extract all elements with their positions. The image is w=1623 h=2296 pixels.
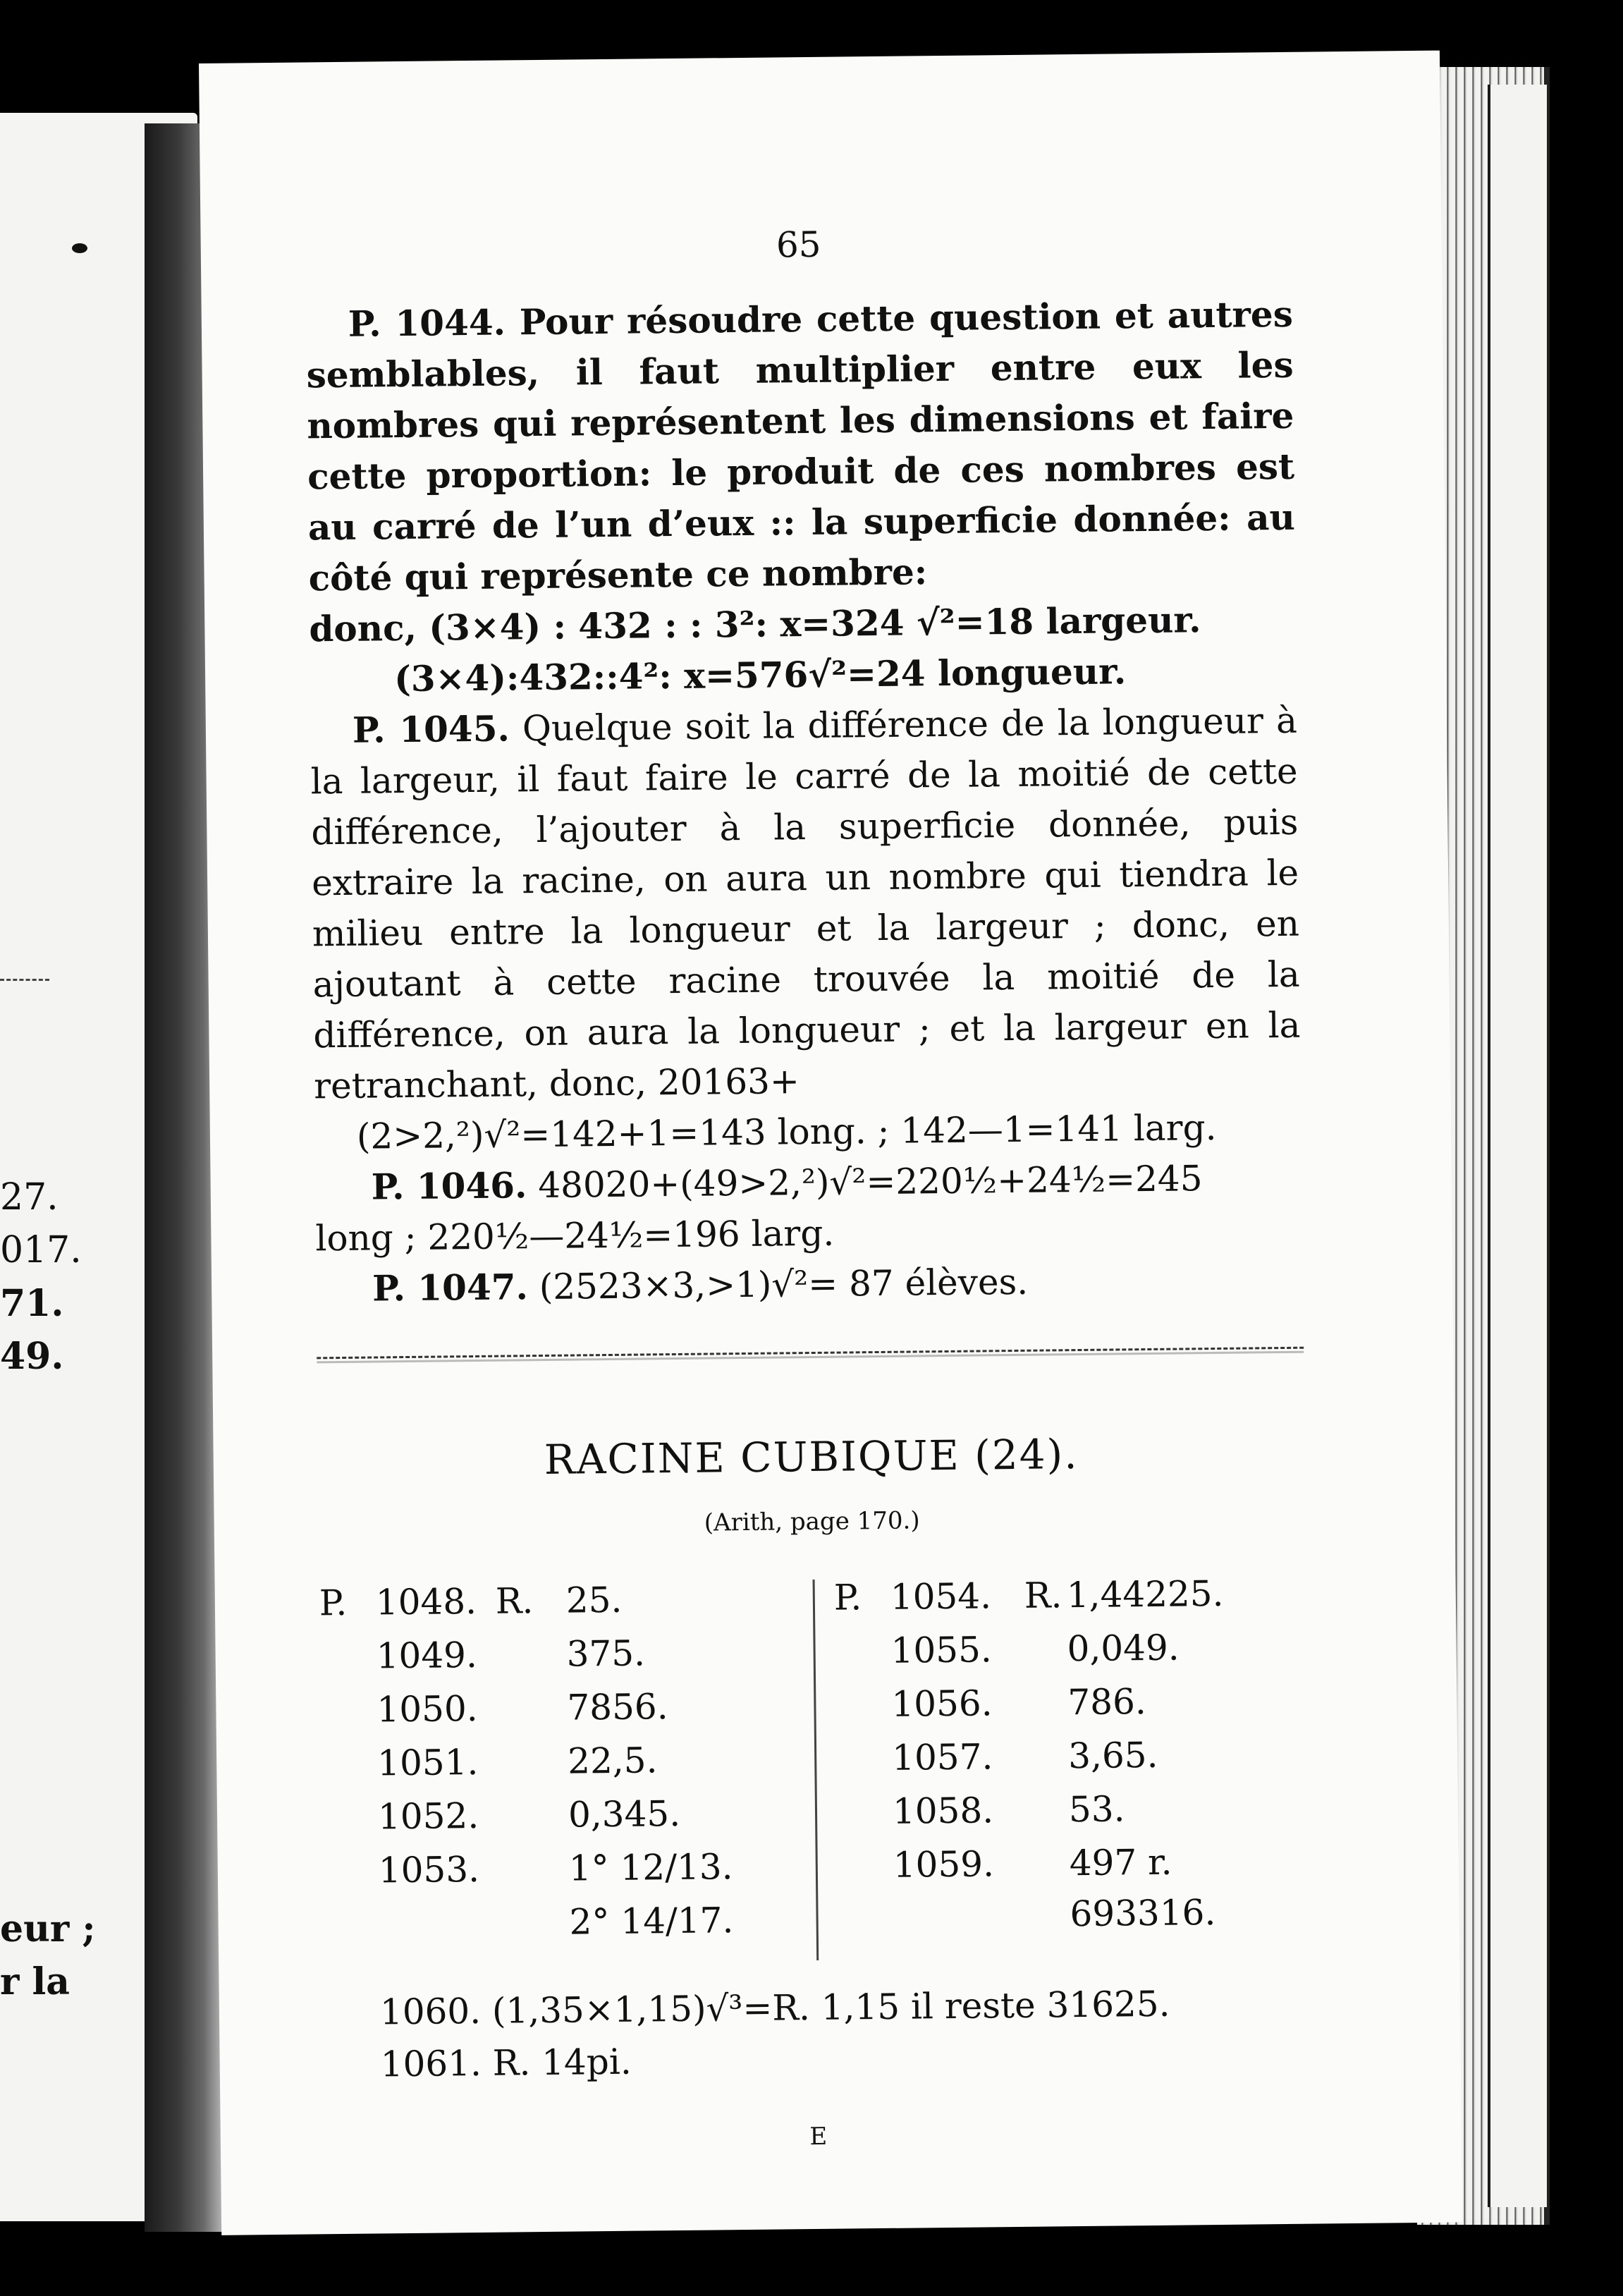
page-content bbox=[305, 214, 1312, 2168]
answer-val: 53. bbox=[1068, 1788, 1125, 1831]
answer-num bbox=[379, 1935, 499, 1936]
answer-val: 375. bbox=[566, 1632, 646, 1675]
answer-r bbox=[1026, 1768, 1068, 1769]
answer-pfx: P. bbox=[319, 1582, 348, 1624]
answer-val: 0,345. bbox=[568, 1793, 681, 1836]
answer-num: 1058. bbox=[892, 1790, 994, 1832]
problem-label: P. 1047. bbox=[372, 1266, 529, 1309]
answer-pfx bbox=[321, 1828, 378, 1829]
problem-1046 bbox=[314, 1152, 1302, 1264]
answer-row bbox=[835, 1675, 1315, 1733]
right-page bbox=[199, 51, 1462, 2235]
answer-r bbox=[1027, 1875, 1070, 1876]
answer-1061: 1061. R. 14pi. bbox=[380, 2041, 632, 2085]
answer-val: 1,44225. bbox=[1066, 1573, 1224, 1616]
answer-num: 1055. bbox=[890, 1629, 993, 1671]
answer-pfx bbox=[322, 1882, 379, 1883]
answers-right-column bbox=[833, 1568, 1316, 1935]
left-fragment: eur ; bbox=[0, 1907, 96, 1950]
answer-val: 1° 12/13. bbox=[568, 1846, 733, 1889]
answer-num: 1059. bbox=[893, 1843, 995, 1886]
equation-line: (2>2,²)√²=142+1=143 long. ; 142—1=141 larg. bbox=[356, 1106, 1217, 1157]
section-divider bbox=[317, 1347, 1304, 1360]
answer-num: 1054. bbox=[890, 1575, 992, 1618]
answer-r bbox=[497, 1773, 568, 1774]
section-subtitle: (Arith, page 170.) bbox=[704, 1506, 920, 1537]
left-fragment: 49. bbox=[0, 1335, 64, 1378]
answer-val: 25. bbox=[565, 1579, 623, 1621]
edge-sheet bbox=[1488, 85, 1547, 2207]
answer-val: 497 r. 693316. bbox=[1069, 1841, 1216, 1935]
answer-r: R. bbox=[495, 1580, 534, 1622]
answer-r bbox=[497, 1720, 568, 1721]
problem-1045 bbox=[310, 695, 1302, 1163]
equation-line: 48020+(49>2,²)√²=220½+24½=245 bbox=[537, 1158, 1203, 1207]
answer-r bbox=[1026, 1714, 1068, 1715]
answer-row bbox=[836, 1782, 1316, 1840]
left-page-rule bbox=[0, 979, 49, 981]
answer-num: 1056. bbox=[891, 1683, 993, 1725]
equation-line: (3×4):432::4²: x=576√²=24 longueur. bbox=[393, 650, 1127, 700]
answer-row bbox=[321, 1733, 801, 1792]
answer-pfx bbox=[835, 1716, 892, 1717]
answer-row bbox=[321, 1787, 802, 1845]
answer-num: 1048. bbox=[375, 1580, 477, 1623]
problem-label: P. 1045. bbox=[352, 707, 510, 751]
answer-val: 3,65. bbox=[1067, 1734, 1158, 1777]
answer-r bbox=[1027, 1821, 1069, 1822]
section-title: RACINE CUBIQUE (24). bbox=[544, 1430, 1079, 1484]
answer-r bbox=[498, 1827, 568, 1828]
answer-row bbox=[320, 1680, 800, 1738]
problem-label: P. 1046. bbox=[371, 1164, 527, 1208]
answer-pfx: P. bbox=[833, 1577, 862, 1618]
answer-row bbox=[834, 1621, 1314, 1680]
answer-r: R. bbox=[1024, 1575, 1062, 1616]
problem-1044 bbox=[306, 289, 1297, 706]
answer-val: 2° 14/17. bbox=[569, 1900, 734, 1943]
answer-val: 0,049. bbox=[1067, 1627, 1180, 1670]
answer-num: 1052. bbox=[377, 1795, 479, 1838]
signature-mark: E bbox=[809, 2122, 828, 2151]
answer-row bbox=[833, 1568, 1313, 1626]
problem-label: P. 1044. bbox=[348, 301, 506, 345]
equation-line: donc, (3×4) : 432 : : 3²: x=324 √²=18 largeur. bbox=[309, 599, 1201, 650]
answer-num: 1057. bbox=[891, 1736, 993, 1778]
left-fragment: 017. bbox=[0, 1229, 82, 1271]
answer-val: 7856. bbox=[567, 1686, 668, 1728]
equation-line: long ; 220½—24½=196 larg. bbox=[315, 1212, 835, 1259]
answer-num: 1049. bbox=[376, 1634, 478, 1677]
answer-row bbox=[319, 1626, 800, 1685]
answers-left-column bbox=[319, 1573, 802, 1953]
answer-pfx bbox=[321, 1775, 377, 1776]
answer-pfx bbox=[835, 1770, 892, 1771]
answer-row bbox=[321, 1840, 802, 1899]
answer-row bbox=[835, 1728, 1316, 1787]
answer-pfx bbox=[837, 1877, 893, 1878]
answer-row bbox=[322, 1894, 802, 1953]
left-fragment: 71. bbox=[0, 1282, 64, 1325]
column-divider bbox=[813, 1580, 819, 1960]
problem-1047 bbox=[316, 1254, 1304, 1315]
answer-row bbox=[319, 1573, 799, 1631]
answers-tail bbox=[324, 1977, 1311, 2092]
answers-table bbox=[319, 1568, 1310, 1987]
answer-r bbox=[499, 1934, 570, 1935]
page-number: 65 bbox=[776, 224, 821, 266]
answer-row bbox=[836, 1836, 1316, 1935]
left-fragment: r la bbox=[0, 1960, 70, 2003]
answer-num: 1053. bbox=[378, 1848, 480, 1891]
answer-num: 1050. bbox=[376, 1687, 478, 1730]
ink-spot bbox=[72, 243, 87, 253]
answer-val: 22,5. bbox=[567, 1740, 658, 1782]
problem-text: Pour résoudre cette question et autres semblables, il faut multiplier entre eux les nombres qui représentent les dimensions et faire cette proportion: le produit de ces nombres est au carré de l’un d’eux :: la superficie donnée: au côté qui représente ce nombre: bbox=[306, 293, 1296, 599]
answer-r bbox=[496, 1666, 567, 1667]
answer-1060: 1060. (1,35×1,15)√³=R. 1,15 il reste 31625. bbox=[379, 1983, 1170, 2033]
answer-val: 786. bbox=[1067, 1681, 1147, 1723]
left-fragment: 27. bbox=[0, 1176, 59, 1219]
problem-text: Quelque soit la différence de la longueur à la largeur, il faut faire le carré de la moitié de cette différence, l’ajouter à la superficie donnée, puis extraire la racine, on aura un nombre qui tiendra le milieu entre la longueur et la largeur ; donc, en ajoutant à cette racine trouvée la moitié de la différence, on aura la longueur ; et la largeur en la retranchant, donc, 20163+ bbox=[310, 700, 1301, 1107]
answer-num: 1051. bbox=[376, 1741, 479, 1784]
answer-pfx bbox=[321, 1721, 377, 1722]
equation-line: (2523×3,>1)√²= 87 élèves. bbox=[539, 1261, 1029, 1308]
